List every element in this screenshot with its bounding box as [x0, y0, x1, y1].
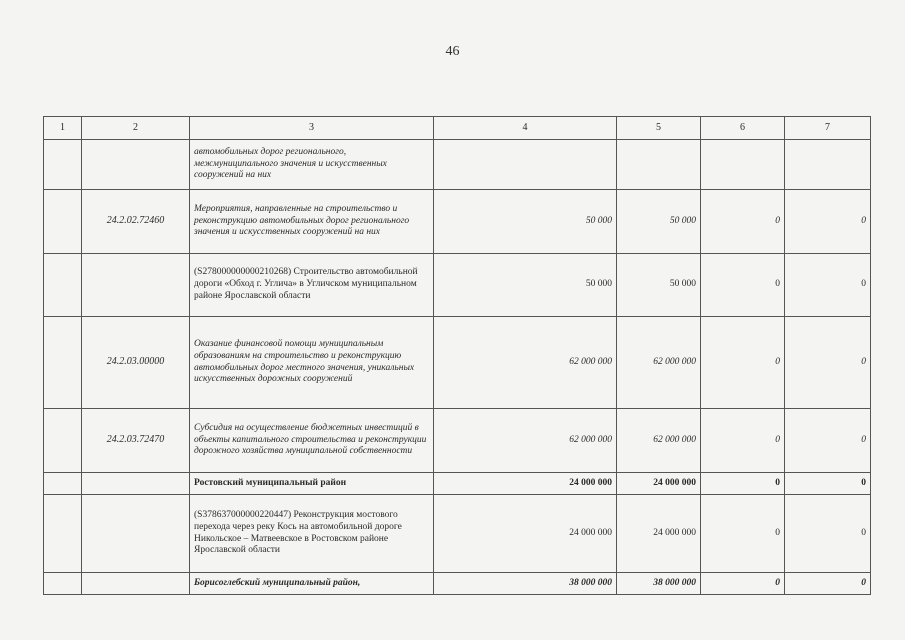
row-number-cell [44, 317, 82, 409]
table-row [44, 473, 871, 495]
description-cell: Мероприятия, направленные на строительство и реконструкцию автомобильных дорог регионального значения и искусственных сооружений на них [190, 190, 434, 254]
table-row [44, 254, 871, 317]
table-row [44, 573, 871, 595]
amount-cell: 0 [785, 495, 871, 573]
description-cell: Оказание финансовой помощи муниципальным образованиям на строительство и реконструкцию автомобильных дорог местного значения, уникальных искусственных дорожных сооружений [190, 317, 434, 409]
amount-cell: 38 000 000 [617, 573, 701, 595]
budget-code-cell [82, 495, 190, 573]
budget-code-cell: 24.2.03.00000 [82, 317, 190, 409]
amount-cell: 38 000 000 [434, 573, 617, 595]
page-number: 46 [445, 44, 460, 59]
amount-cell: 0 [701, 409, 785, 473]
amount-cell: 0 [701, 190, 785, 254]
amount-cell: 50 000 [434, 254, 617, 317]
budget-code-cell: 24.2.02.72460 [82, 190, 190, 254]
column-header: 6 [701, 117, 785, 140]
amount-cell: 0 [701, 573, 785, 595]
row-number-cell [44, 409, 82, 473]
budget-table [43, 116, 871, 595]
budget-code-cell [82, 473, 190, 495]
amount-cell: 0 [785, 573, 871, 595]
row-number-cell [44, 140, 82, 190]
row-number-cell [44, 495, 82, 573]
amount-cell: 24 000 000 [617, 473, 701, 495]
column-header: 4 [434, 117, 617, 140]
amount-cell: 0 [785, 473, 871, 495]
budget-code-cell [82, 573, 190, 595]
column-header: 1 [44, 117, 82, 140]
table-row [44, 140, 871, 190]
amount-cell [785, 140, 871, 190]
table-row [44, 409, 871, 473]
budget-code-cell [82, 140, 190, 190]
table-row [44, 495, 871, 573]
description-cell: автомобильных дорог регионального, межмуниципального значения и искусственных сооружений на них [190, 140, 434, 190]
budget-code-cell: 24.2.03.72470 [82, 409, 190, 473]
row-number-cell [44, 190, 82, 254]
row-number-cell [44, 254, 82, 317]
amount-cell: 50 000 [617, 254, 701, 317]
amount-cell: 0 [785, 190, 871, 254]
amount-cell: 0 [701, 254, 785, 317]
column-header: 5 [617, 117, 701, 140]
amount-cell [434, 140, 617, 190]
amount-cell: 0 [701, 495, 785, 573]
row-number-cell [44, 473, 82, 495]
amount-cell: 0 [701, 317, 785, 409]
amount-cell: 24 000 000 [434, 495, 617, 573]
budget-code-cell [82, 254, 190, 317]
description-cell: Борисоглебский муниципальный район, [190, 573, 434, 595]
amount-cell [617, 140, 701, 190]
amount-cell: 0 [701, 473, 785, 495]
amount-cell [701, 140, 785, 190]
table-row [44, 317, 871, 409]
amount-cell: 62 000 000 [434, 409, 617, 473]
column-header: 3 [190, 117, 434, 140]
amount-cell: 62 000 000 [617, 317, 701, 409]
description-cell: (S278000000000210268) Строительство автомобильной дороги «Обход г. Углича» в Угличском муниципальном районе Ярославской области [190, 254, 434, 317]
amount-cell: 0 [785, 254, 871, 317]
table-row [44, 190, 871, 254]
amount-cell: 0 [785, 409, 871, 473]
description-cell: Субсидия на осуществление бюджетных инвестиций в объекты капитального строительства и реконструкции дорожного хозяйства муниципальной собственности [190, 409, 434, 473]
amount-cell: 24 000 000 [617, 495, 701, 573]
column-header: 2 [82, 117, 190, 140]
column-header: 7 [785, 117, 871, 140]
row-number-cell [44, 573, 82, 595]
description-cell: Ростовский муниципальный район [190, 473, 434, 495]
amount-cell: 24 000 000 [434, 473, 617, 495]
amount-cell: 62 000 000 [617, 409, 701, 473]
amount-cell: 50 000 [617, 190, 701, 254]
description-cell: (S378637000000220447) Реконструкция мостового перехода через реку Кось на автомобильной дороге Никольское – Матвеевское в Ростовском районе Ярославской области [190, 495, 434, 573]
amount-cell: 0 [785, 317, 871, 409]
amount-cell: 50 000 [434, 190, 617, 254]
column-header-row [44, 117, 871, 140]
amount-cell: 62 000 000 [434, 317, 617, 409]
